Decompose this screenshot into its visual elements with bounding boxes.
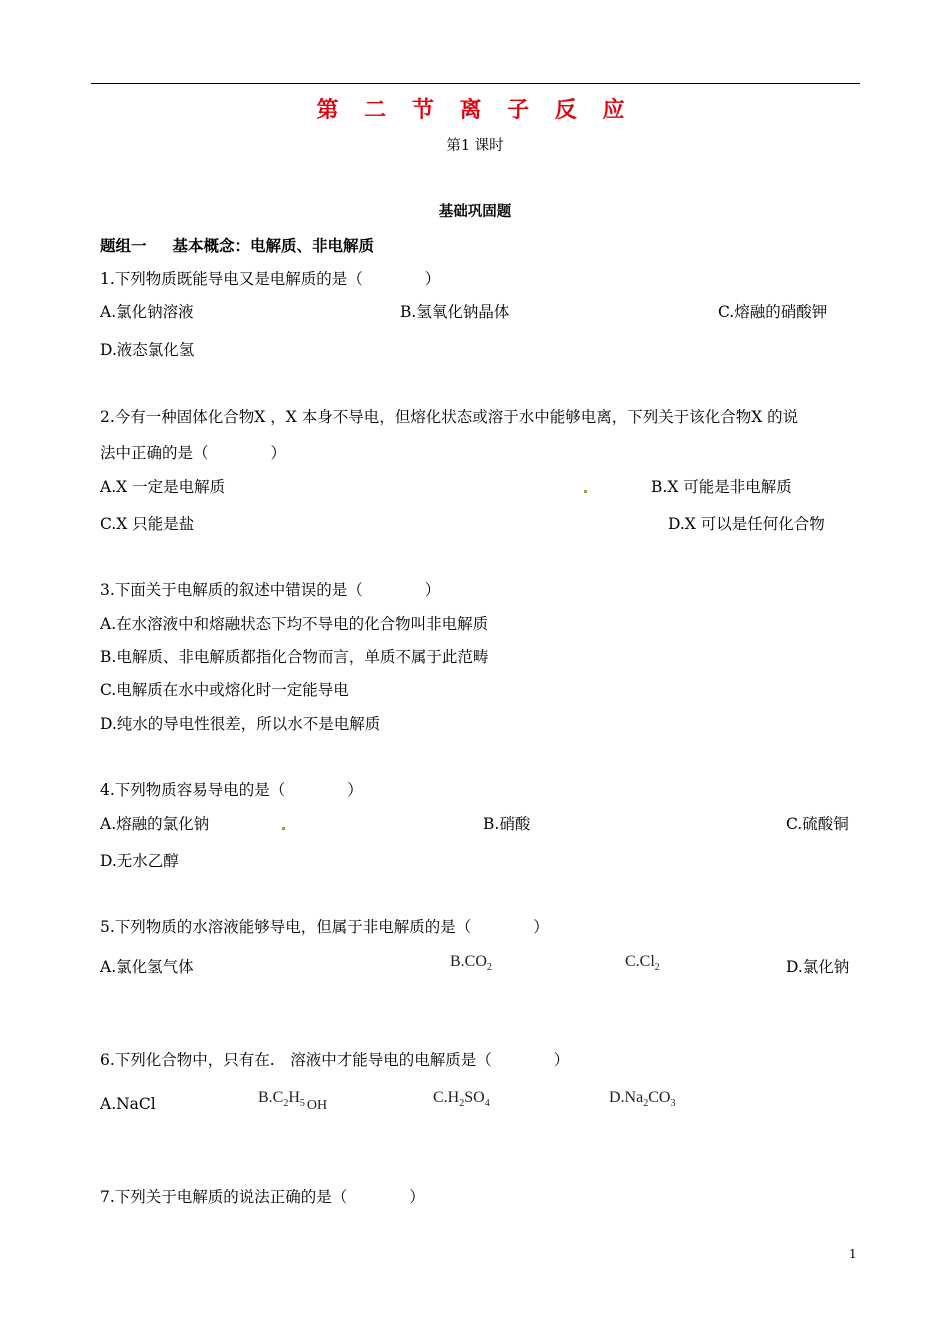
q6-option-c (433, 1090, 490, 1109)
q3-option-c: C.电解质在水中或熔化时一定能导电 (100, 681, 349, 699)
q5-option-d: D.氯化钠 (786, 958, 850, 976)
q2-stem-line2: 法中正确的是（ ） (100, 444, 287, 462)
q5-option-b (450, 954, 492, 973)
q2-option-a: A.X 一定是电解质 (100, 478, 226, 496)
q6-d-text: CO (648, 1089, 671, 1106)
q4-option-b: B.硝酸 (483, 815, 531, 833)
q6-d-text: D.Na (609, 1089, 644, 1106)
q3-stem: 3.下面关于电解质的叙述中错误的是（ ） (100, 581, 441, 599)
q6-b-text: H (288, 1089, 300, 1106)
q3-option-a: A.在水溶液中和熔融状态下均不导电的化合物叫非电解质 (100, 615, 489, 633)
group-topic: 基本概念：电解质、非电解质 (172, 236, 375, 255)
q6-c-subscript: 4 (484, 1098, 490, 1110)
section-title: 基础巩固题 (438, 203, 512, 220)
q4-option-c: C.硫酸铜 (786, 815, 849, 833)
q5-c-subscript: 2 (654, 962, 660, 974)
q1-option-c: C.熔融的硝酸钾 (718, 303, 828, 321)
q4-option-a: A.熔融的氯化钠 (100, 815, 210, 833)
q4-option-d: D.无水乙醇 (100, 852, 179, 870)
q6-b-text: OH (306, 1098, 328, 1113)
page-number: 1 (849, 1247, 857, 1261)
page-subtitle: 第1 课时 (446, 138, 504, 154)
header-rule (91, 83, 860, 84)
q6-d-subscript: 3 (670, 1098, 676, 1110)
q5-b-text: B.CO (450, 953, 487, 970)
q6-option-b (258, 1089, 328, 1113)
group-label: 题组一 (100, 236, 147, 255)
q5-c-text: C.Cl (625, 953, 655, 970)
q6-c-subscript: 2 (459, 1098, 465, 1110)
q1-option-a: A.氯化钠溶液 (100, 303, 194, 321)
q3-option-b: B.电解质、非电解质都指化合物而言，单质不属于此范畴 (100, 648, 489, 666)
q6-d-subscript: 2 (643, 1098, 649, 1110)
q5-stem: 5.下列物质的水溶液能够导电，但属于非电解质的是（ ） (100, 918, 549, 936)
q1-stem: 1.下列物质既能导电又是电解质的是（ ） (100, 270, 441, 288)
q5-option-c (625, 954, 660, 973)
q1-option-b: B.氢氧化钠晶体 (400, 303, 510, 321)
q6-option-a: A.NaCl (100, 1095, 156, 1113)
page-title: 第 二 节 离 子 反 应 (316, 97, 634, 123)
q6-stem: 6.下列化合物中，只有在. 溶液中才能导电的电解质是（ ） (100, 1051, 570, 1069)
q7-stem: 7.下列关于电解质的说法正确的是（ ） (100, 1188, 425, 1206)
q6-option-d (609, 1090, 675, 1109)
q5-option-a: A.氯化氢气体 (100, 958, 194, 976)
scan-dot (584, 490, 587, 493)
question-group-heading (100, 238, 374, 254)
q6-b-text: B.C (258, 1089, 284, 1106)
q5-b-subscript: 2 (486, 962, 492, 974)
q6-b-subscript: 5 (299, 1098, 305, 1110)
q2-option-d: D.X 可以是任何化合物 (668, 515, 825, 533)
q6-c-text: SO (464, 1089, 485, 1106)
scan-dot (282, 827, 285, 830)
q2-option-b: B.X 可能是非电解质 (651, 478, 792, 496)
q1-option-d: D.液态氯化氢 (100, 341, 195, 359)
q4-stem: 4.下列物质容易导电的是（ ） (100, 781, 363, 799)
q6-c-text: C.H (433, 1089, 460, 1106)
q2-option-c: C.X 只能是盐 (100, 515, 195, 533)
q3-option-d: D.纯水的导电性很差，所以水不是电解质 (100, 715, 381, 733)
q6-b-subscript: 2 (283, 1098, 289, 1110)
q2-stem-line1: 2.今有一种固体化合物X ，X 本身不导电，但熔化状态或溶于水中能够电离，下列关于该化合物X 的说 (100, 408, 799, 426)
